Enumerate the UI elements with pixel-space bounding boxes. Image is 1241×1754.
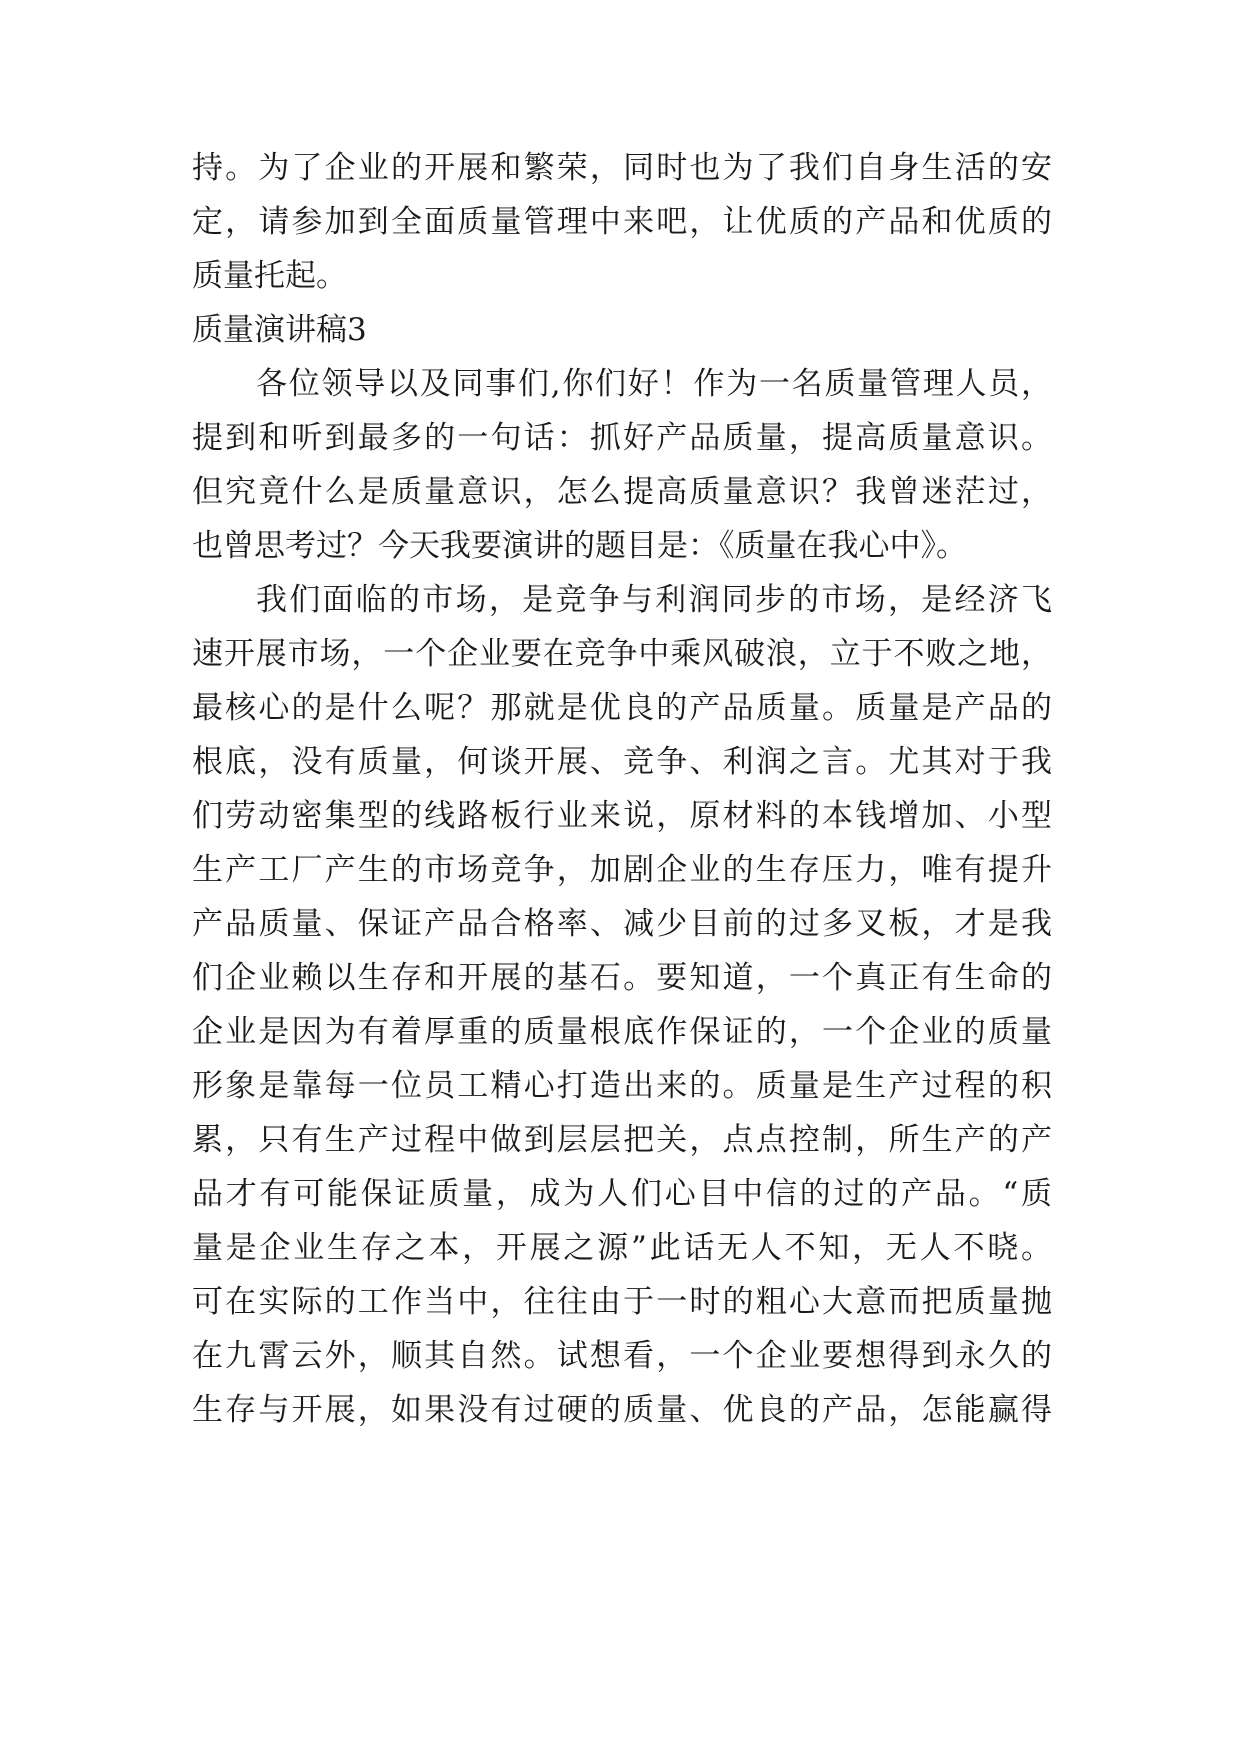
text-line-3: 质量托起。 (192, 258, 347, 294)
text-line-18: 形象是靠每一位员工精心打造出来的。质量是生产过程的积 (192, 1068, 1052, 1104)
text-line-10: 速开展市场，一个企业要在竞争中乘风破浪，立于不败之地， (192, 636, 1052, 672)
text-line-15: 产品质量、保证产品合格率、减少目前的过多叉板，才是我 (192, 906, 1052, 942)
text-line-19: 累，只有生产过程中做到层层把关，点点控制，所生产的产 (192, 1122, 1052, 1158)
text-line-6: 提到和听到最多的一句话：抓好产品质量，提高质量意识。 (192, 420, 1052, 456)
text-line-23: 在九霄云外，顺其自然。试想看，一个企业要想得到永久的 (192, 1338, 1052, 1374)
text-line-2: 定，请参加到全面质量管理中来吧，让优质的产品和优质的 (192, 204, 1052, 240)
text-line-11: 最核心的是什么呢？那就是优良的产品质量。质量是产品的 (192, 690, 1052, 726)
text-line-22: 可在实际的工作当中，往往由于一时的粗心大意而把质量抛 (192, 1284, 1052, 1320)
text-line-13: 们劳动密集型的线路板行业来说，原材料的本钱增加、小型 (192, 798, 1052, 834)
text-line-17: 企业是因为有着厚重的质量根底作保证的，一个企业的质量 (192, 1014, 1052, 1050)
text-line-20: 品才有可能保证质量，成为人们心目中信的过的产品。“质 (192, 1176, 1052, 1212)
text-line-21: 量是企业生存之本，开展之源”此话无人不知，无人不晓。 (192, 1230, 1052, 1266)
text-line-16: 们企业赖以生存和开展的基石。要知道，一个真正有生命的 (192, 960, 1052, 996)
text-line-1: 持。为了企业的开展和繁荣，同时也为了我们自身生活的安 (192, 150, 1052, 186)
section-heading: 质量演讲稿3 (192, 312, 367, 348)
text-line-7: 但究竟什么是质量意识，怎么提高质量意识？我曾迷茫过， (192, 474, 1052, 510)
text-line-8: 也曾思考过？今天我要演讲的题目是：《质量在我心中》。 (192, 528, 967, 564)
text-line-24: 生存与开展，如果没有过硬的质量、优良的产品，怎能赢得 (192, 1392, 1052, 1428)
text-line-14: 生产工厂产生的市场竞争，加剧企业的生存压力，唯有提升 (192, 852, 1052, 888)
text-line-9: 我们面临的市场，是竞争与利润同步的市场，是经济飞 (256, 582, 1052, 618)
text-line-12: 根底，没有质量，何谈开展、竞争、利润之言。尤其对于我 (192, 744, 1052, 780)
text-line-5: 各位领导以及同事们,你们好！作为一名质量管理人员， (256, 366, 1052, 402)
